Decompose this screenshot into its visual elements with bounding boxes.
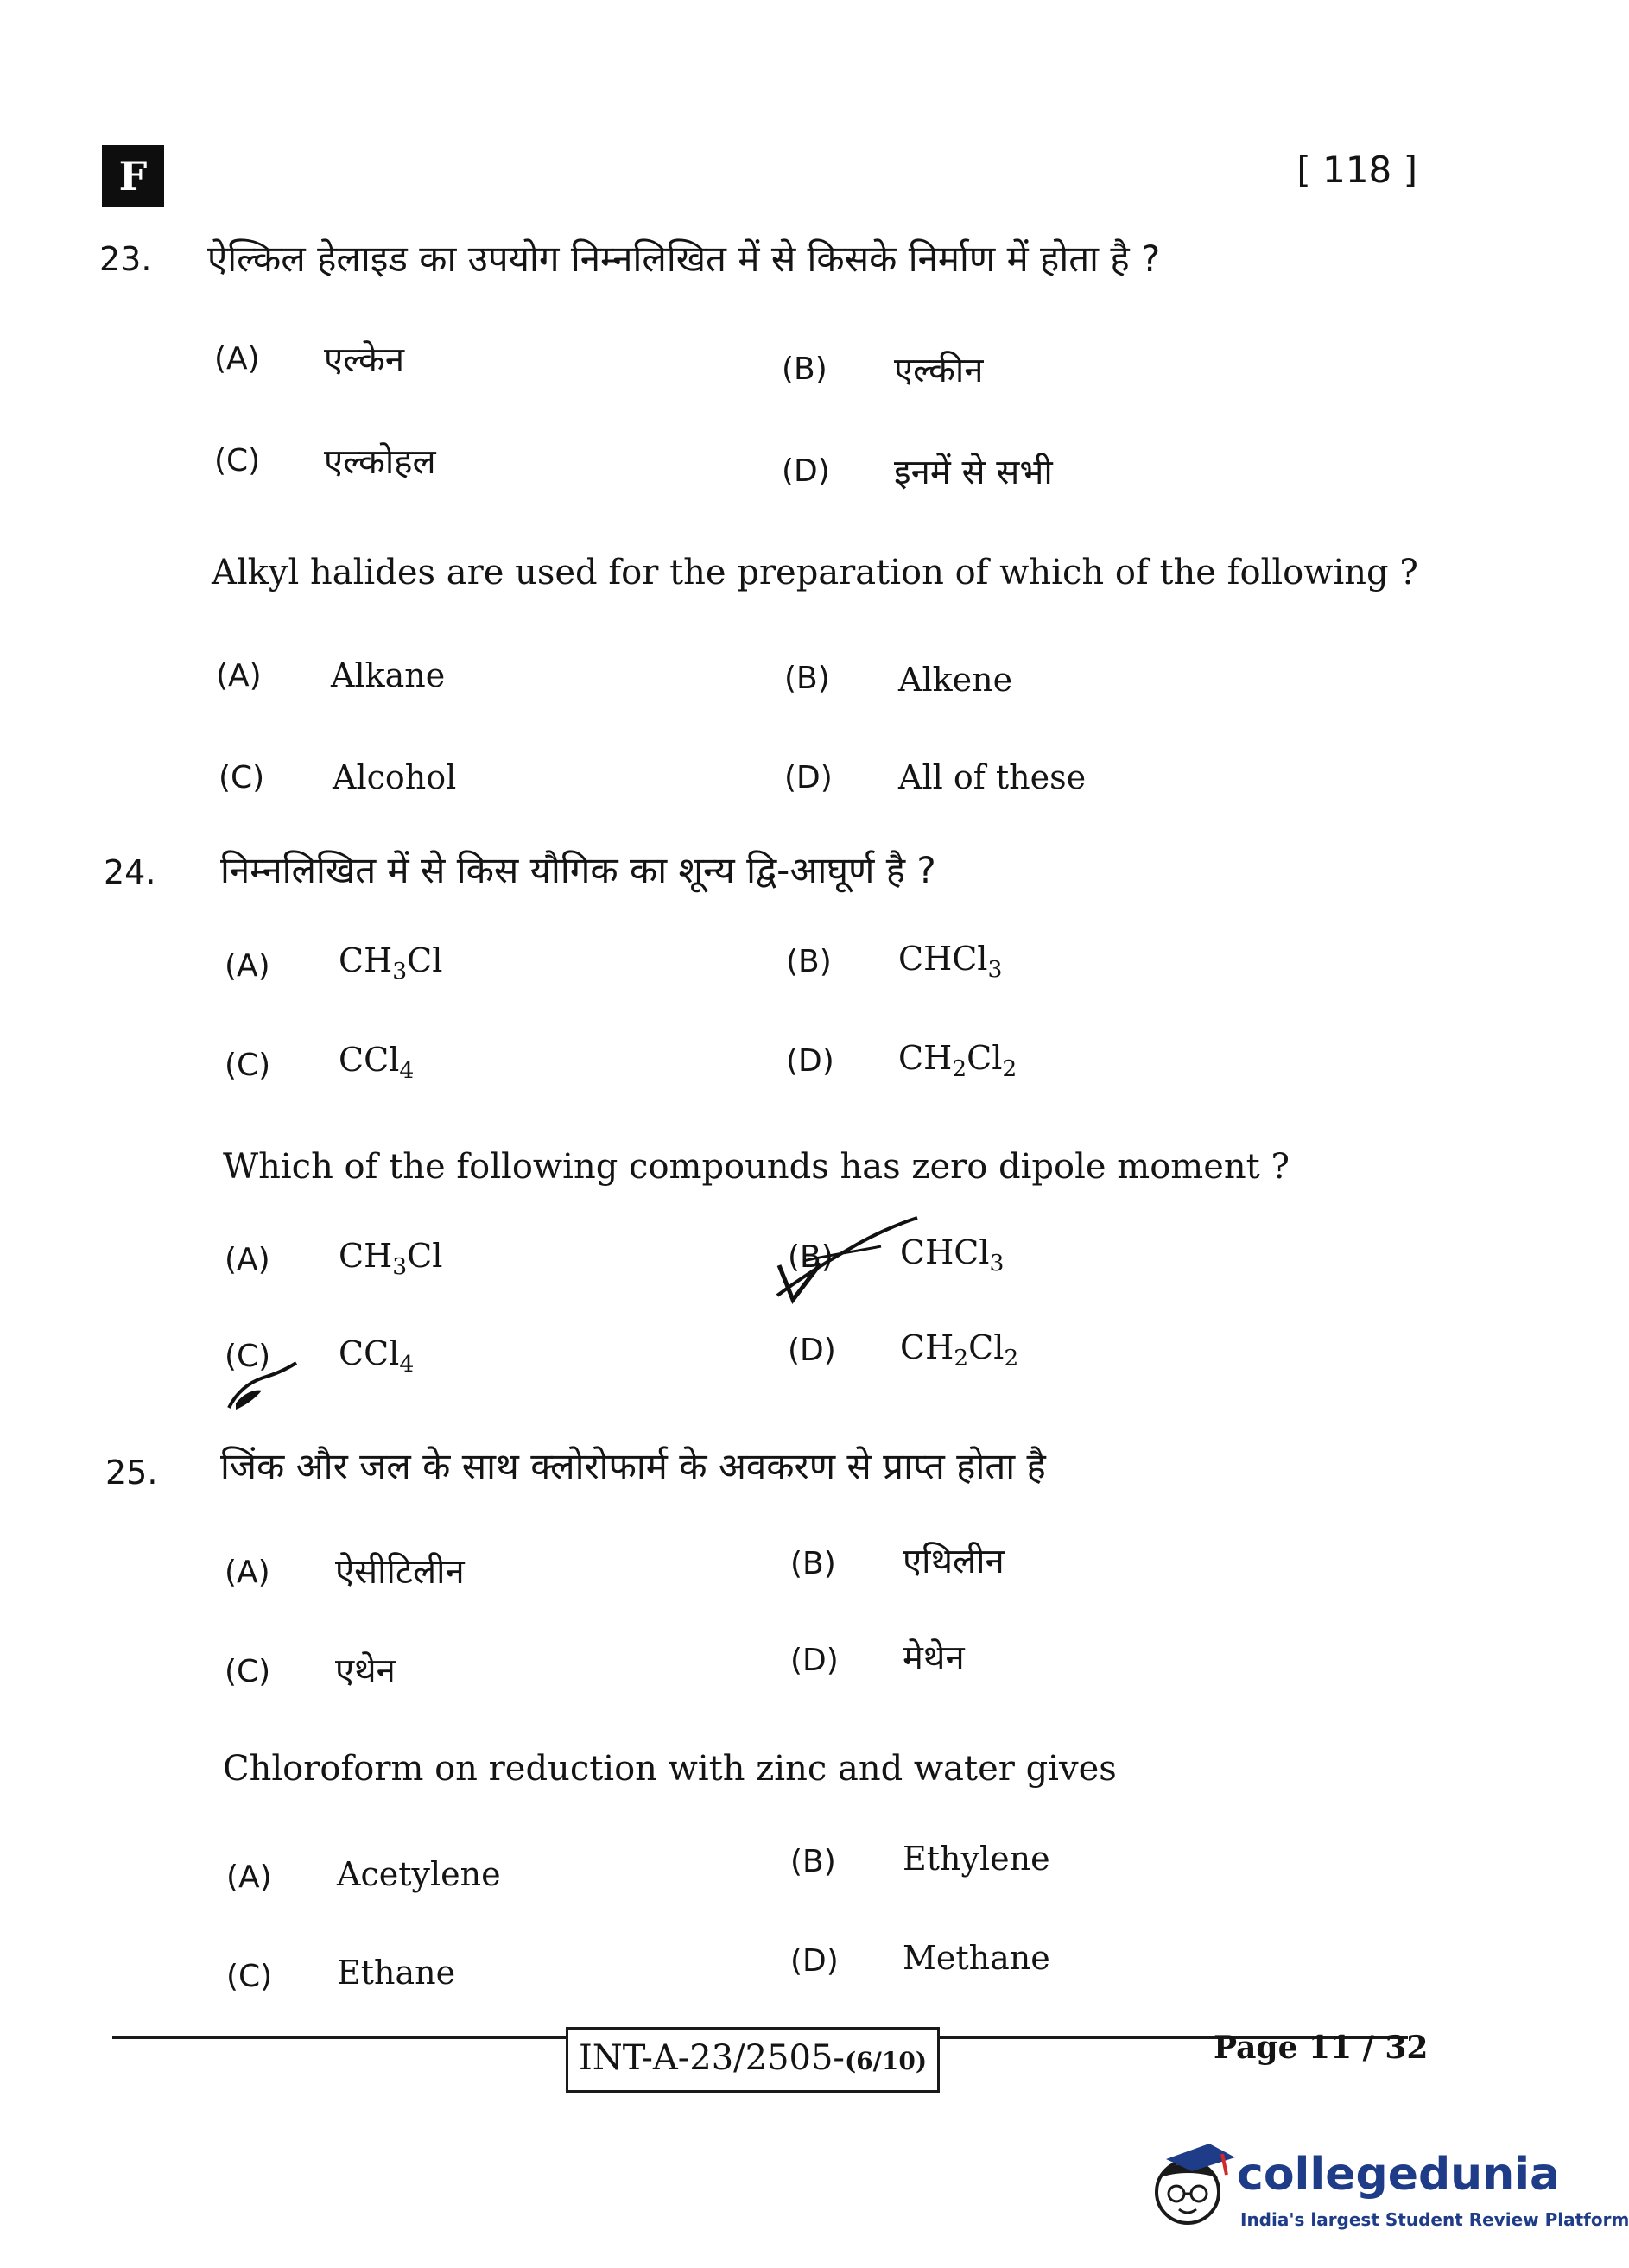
option-text: Alcohol [333, 758, 457, 796]
option-label: (B) [784, 661, 830, 696]
formula: CHCl$_3$ [898, 940, 1003, 983]
option-label: (A) [216, 658, 262, 694]
option-label: (A) [214, 341, 260, 377]
page-code: [ 118 ] [1296, 149, 1417, 191]
option-label: (A) [225, 1242, 270, 1277]
option-label: (B) [788, 1239, 834, 1275]
question-text-hindi: निम्नलिखित में से किस यौगिक का शून्य द्वि-आघूर्ण है ? [220, 849, 936, 891]
option-text: इनमें से सभी [894, 453, 1053, 492]
question-text-hindi: ऐल्किल हेलाइड का उपयोग निम्नलिखित में से किसके निर्माण में होता है ? [207, 238, 1161, 280]
brand-name: collegedunia [1237, 2149, 1561, 2201]
option-text: एल्कीन [894, 351, 984, 390]
option-label: (D) [784, 760, 833, 795]
option-label: (A) [226, 1859, 272, 1895]
formula: $CH_2Cl_2$ [900, 1328, 1019, 1372]
option-text: Methane [903, 1939, 1050, 1977]
question-number: 25. [105, 1454, 158, 1492]
option-label: (D) [790, 1643, 839, 1678]
option-label: (B) [782, 352, 827, 387]
formula: CCl$_4$ [339, 1041, 415, 1084]
question-number: 24. [104, 853, 156, 891]
formula: CCl$_4$ [339, 1334, 415, 1378]
brand-tagline: India's largest Student Review Platform [1240, 2209, 1629, 2230]
option-label: (C) [226, 1959, 273, 1994]
option-text: Alkane [331, 656, 446, 694]
pen-scribble-mark [220, 1356, 302, 1416]
option-text: एल्कोहल [324, 442, 436, 482]
option-label: (C) [225, 1048, 271, 1083]
option-text: Ethylene [903, 1840, 1050, 1878]
formula: $CH_3Cl$ [339, 941, 443, 985]
option-text: All of these [898, 758, 1087, 796]
option-text: ऐसीटिलीन [335, 1552, 465, 1592]
pen-tick-mark [769, 1213, 924, 1308]
formula: CHCl$_3$ [900, 1233, 1005, 1277]
question-text-hindi: जिंक और जल के साथ क्लोरोफार्म के अवकरण से प्राप्त होता है [220, 1445, 1046, 1487]
formula: $CH_2Cl_2$ [898, 1039, 1017, 1082]
set-badge: F [102, 145, 164, 207]
question-text-english: Chloroform on reduction with zinc and water gives [223, 1749, 1117, 1789]
option-text: Alkene [898, 661, 1013, 699]
option-label: (D) [788, 1333, 836, 1368]
page-number: Page 11 / 32 [1214, 2030, 1429, 2066]
formula: $CH_3Cl$ [339, 1237, 443, 1280]
option-label: (A) [225, 948, 270, 984]
option-text: एल्केन [324, 340, 405, 380]
option-label: (C) [225, 1339, 271, 1374]
question-text-english: Alkyl halides are used for the preparation of which of the following ? [212, 553, 1418, 592]
option-text: एथेन [335, 1651, 396, 1691]
option-label: (A) [225, 1555, 270, 1590]
question-text-english: Which of the following compounds has zero dipole moment ? [223, 1147, 1290, 1187]
option-label: (D) [786, 1043, 834, 1079]
option-text: मेथेन [903, 1638, 965, 1678]
option-text: Ethane [337, 1954, 456, 1992]
option-label: (C) [219, 760, 265, 795]
option-label: (B) [790, 1546, 836, 1581]
option-text: एथिलीन [903, 1542, 1005, 1581]
option-label: (C) [214, 443, 261, 478]
option-label: (B) [790, 1844, 836, 1879]
paper-code: INT-A-23/2505-(6/10) [566, 2027, 940, 2093]
option-label: (C) [225, 1654, 271, 1689]
option-label: (D) [790, 1943, 839, 1979]
option-label: (D) [782, 453, 830, 489]
question-number: 23. [99, 240, 152, 278]
option-text: Acetylene [337, 1855, 501, 1893]
option-label: (B) [786, 944, 832, 979]
